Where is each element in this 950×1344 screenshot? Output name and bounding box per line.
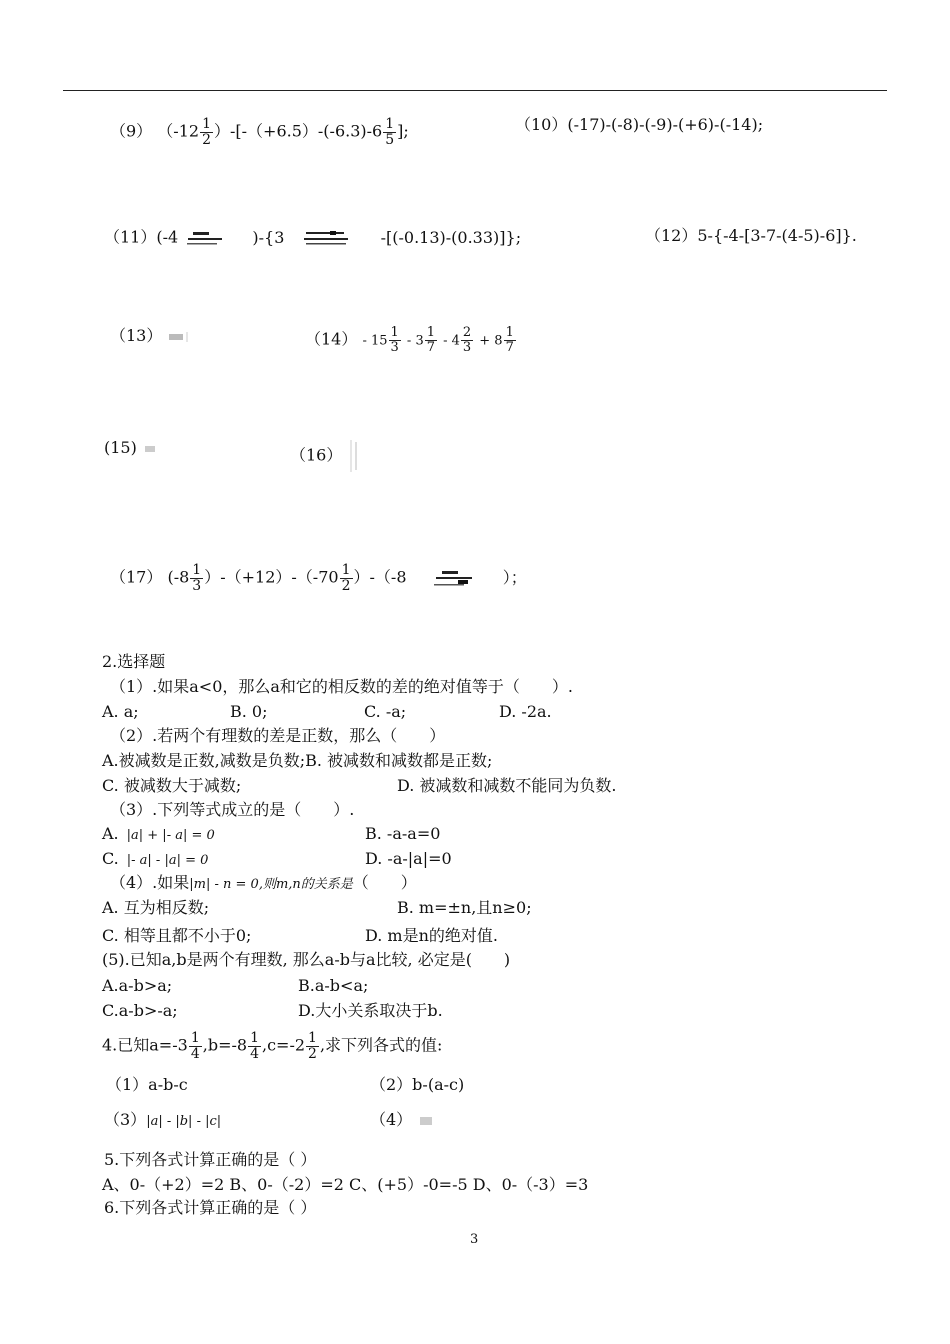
question-2-5-option-d: D.大小关系取决于b. [298,1001,443,1020]
problem-11: （11）(-4 )-{3 -[(-0.13)-(0.33)]}; [104,227,522,247]
question-2-2-options-ab: A.被减数是正数,减数是负数;B. 被减数和减数都是正数; [102,751,493,770]
question-2-2-option-d: D. 被减数和减数不能同为负数. [397,776,617,795]
top-rule [63,90,887,91]
problem-12: （12）5-{-4-[3-7-(4-5)-6]}. [645,226,857,245]
section-5-title: 5.下列各式计算正确的是（ ） [104,1150,317,1169]
question-2-5: (5).已知a,b是两个有理数, 那么a-b与a比较, 必定是( ) [102,950,511,969]
question-2-3-option-d: D. -a-|a|=0 [365,849,452,868]
section-2-title: 2.选择题 [102,652,166,671]
garbled-expression-image [142,442,164,456]
question-2-5-option-a: A.a-b>a; [102,976,173,995]
section-4-sub-1: （1）a-b-c [106,1075,188,1094]
problem-14: （14） - 15 $\frac{1}{3}$ - 3 $\frac{1}{7}$ - 4 $\frac{2}{3}$ + 8 $\frac{1}{7}$ [305,325,514,355]
question-2-3-option-b: B. -a-a=0 [365,824,441,843]
garbled-expression-image [167,330,193,344]
question-2-4: （4）.如果|m| - n = 0,则m,n的关系是（ ） [110,873,417,892]
question-2-3: （3）.下列等式成立的是（ ）. [110,800,355,819]
section-4-sub-3: （3）|a| - |b| - |c| [104,1110,222,1129]
section-5-options: A、0-（+2）=2 B、0-（-2）=2 C、(+5）-0=-5 D、0-（-3）=3 [102,1175,589,1194]
section-4-prompt: 4.已知a=-3 $\frac{1}{4}$ ,b=-8 $\frac{1}{4}$ ,c=-2 $\frac{1}{2}$ ,求下列各式的值: [102,1030,443,1062]
section-6-title: 6.下列各式计算正确的是（ ） [104,1198,317,1217]
question-2-4-option-b: B. m=±n,且n≥0; [397,898,532,917]
section-4-sub-4: （4） [370,1112,439,1128]
problem-10: （10）(-17)-(-8)-(-9)-(+6)-(-14); [515,115,764,134]
question-2-3-option-c: C. |- a| - |a| = 0 [102,849,209,868]
problem-9: （9） （-12 $\frac{1}{2}$ ）-[-（+6.5）-(-6.3)-6 $\frac{1}{5}$ ]; [110,116,409,148]
section-4-sub-2: （2）b-(a-c) [370,1075,465,1094]
garbled-fraction-image [302,228,362,248]
problem-15: (15) [104,440,164,456]
problem-17: （17） (-8 $\frac{1}{3}$ ）-（+12）-（-70 $\frac{1}{2}$ ）-（-8 ）； [110,562,527,594]
question-2-2: （2）.若两个有理数的差是正数，那么（ ） [110,726,446,745]
garbled-fraction-image [428,568,488,588]
question-2-5-option-b: B.a-b<a; [298,976,369,995]
question-2-5-option-c: C.a-b>-a; [102,1001,178,1020]
problem-13: （13） [110,328,193,344]
question-2-1: （1）.如果a<0，那么a和它的相反数的差的绝对值等于（ ）. [110,677,574,696]
garbled-fraction-image [183,228,231,248]
question-2-4-option-d: D. m是n的绝对值. [365,926,498,945]
garbled-expression-image [417,1114,439,1128]
problem-16: （16） [290,438,361,474]
question-2-4-option-a: A. 互为相反数; [102,898,210,917]
page-number: 3 [470,1232,479,1247]
garbled-expression-image [347,438,361,474]
question-2-4-option-c: C. 相等且都不小于0; [102,926,252,945]
fraction: $\frac{1}{5}$ [385,116,395,148]
question-2-3-option-a: A. |a| + |- a| = 0 [102,824,215,843]
question-2-2-option-c: C. 被减数大于减数; [102,776,242,795]
question-2-1-options: A. a; B. 0; C. -a; D. -2a. [102,702,552,721]
fraction: $\frac{1}{2}$ [202,116,211,148]
